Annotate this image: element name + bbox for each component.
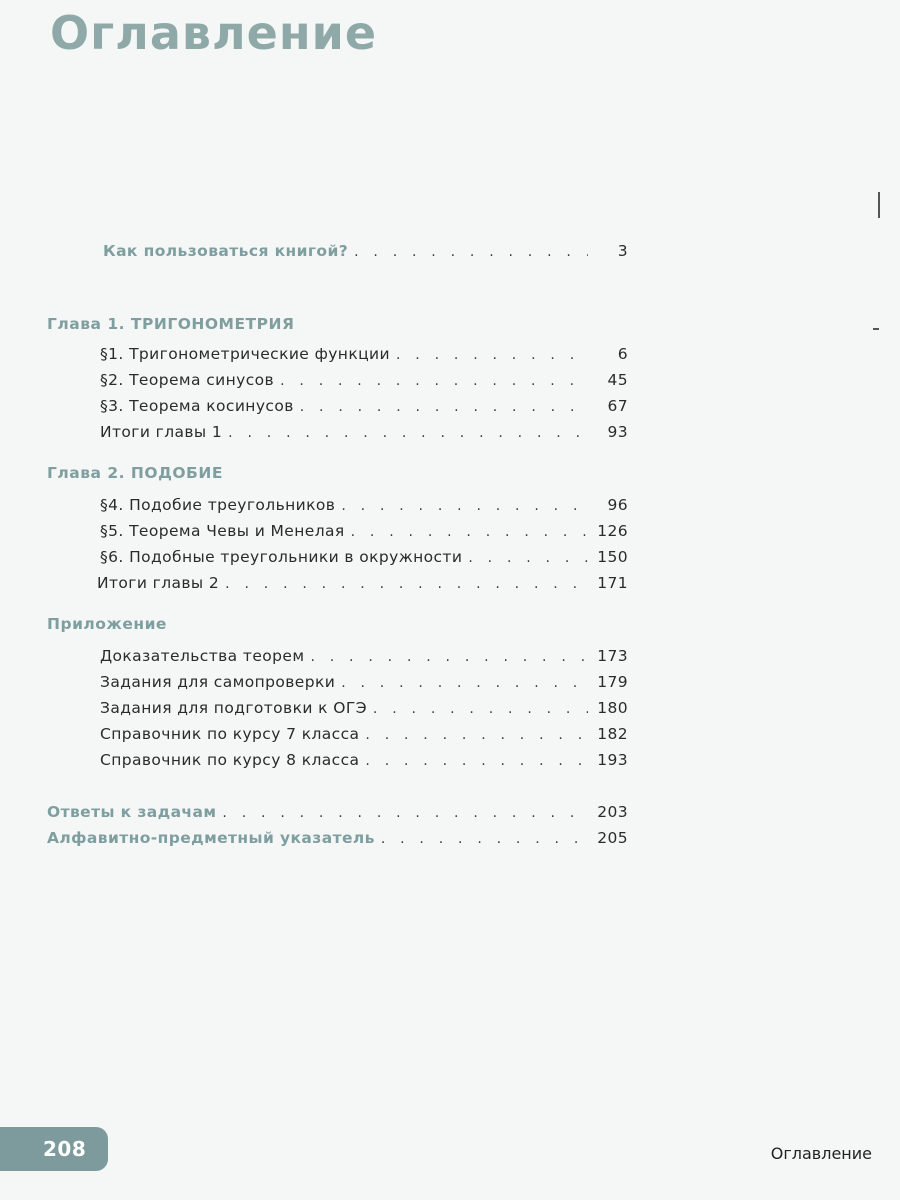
leader-dots <box>341 498 588 514</box>
toc-entry-appendix-3[interactable] <box>100 699 628 717</box>
toc-entry-page: 45 <box>607 371 628 389</box>
leader-dots <box>280 373 588 389</box>
toc-entry-label: §4. Подобие треугольников <box>100 496 336 514</box>
appendix-heading[interactable]: Приложение <box>47 615 167 633</box>
toc-entry-page: 179 <box>597 673 628 691</box>
toc-entry-summary-1[interactable] <box>100 423 628 441</box>
toc-entry-label: Итоги главы 2 <box>97 574 220 592</box>
toc-entry-label: Доказательства теорем <box>100 647 305 665</box>
toc-entry-label: §1. Тригонометрические функции <box>100 345 390 363</box>
toc-entry-intro[interactable] <box>103 242 628 260</box>
leader-dots <box>468 550 588 566</box>
toc-entry-label: Справочник по курсу 8 класса <box>100 751 360 769</box>
leader-dots <box>225 576 588 592</box>
running-footer-title: Оглавление <box>770 1144 872 1163</box>
toc-entry-appendix-4[interactable] <box>100 725 628 743</box>
toc-entry-page: 6 <box>617 345 628 363</box>
toc-entry-section-4[interactable] <box>100 496 628 514</box>
leader-dots <box>300 399 588 415</box>
leader-dots <box>310 649 588 665</box>
toc-entry-label: Ответы к задачам <box>47 803 217 821</box>
toc-entry-summary-2[interactable] <box>97 574 628 592</box>
toc-entry-label: Как пользоваться книгой? <box>103 242 349 260</box>
toc-entry-label: Справочник по курсу 7 класса <box>100 725 360 743</box>
toc-entry-label: §6. Подобные треугольники в окружности <box>100 548 463 566</box>
scan-mark <box>878 192 880 218</box>
leader-dots <box>222 805 588 821</box>
toc-entry-label: Итоги главы 1 <box>100 423 223 441</box>
toc-entry-section-5[interactable] <box>100 522 628 540</box>
toc-entry-page: 93 <box>607 423 628 441</box>
leader-dots <box>373 701 588 717</box>
page-number-badge <box>0 1127 108 1171</box>
leader-dots <box>354 244 588 260</box>
toc-entry-page: 3 <box>617 242 628 260</box>
chapter-heading-2[interactable]: Глава 2. ПОДОБИЕ <box>47 464 223 482</box>
toc-entry-label: §2. Теорема синусов <box>100 371 275 389</box>
chapter-heading-1[interactable]: Глава 1. ТРИГОНОМЕТРИЯ <box>47 315 295 333</box>
toc-entry-appendix-2[interactable] <box>100 673 628 691</box>
leader-dots <box>365 727 588 743</box>
toc-entry-section-2[interactable] <box>100 371 628 389</box>
toc-entry-label: Алфавитно-предметный указатель <box>47 829 375 847</box>
scan-mark <box>873 328 879 330</box>
toc-entry-label: §3. Теорема косинусов <box>100 397 294 415</box>
leader-dots <box>396 347 588 363</box>
toc-entry-page: 126 <box>597 522 628 540</box>
toc-entry-page: 67 <box>607 397 628 415</box>
toc-entry-page: 96 <box>607 496 628 514</box>
toc-entry-appendix-1[interactable] <box>100 647 628 665</box>
toc-entry-page: 171 <box>597 574 628 592</box>
toc-entry-page: 203 <box>597 803 628 821</box>
leader-dots <box>351 524 588 540</box>
toc-entry-label: Задания для самопроверки <box>100 673 336 691</box>
toc-entry-page: 150 <box>597 548 628 566</box>
leader-dots <box>228 425 588 441</box>
leader-dots <box>365 753 588 769</box>
toc-entry-label: §5. Теорема Чевы и Менелая <box>100 522 345 540</box>
toc-entry-page: 205 <box>597 829 628 847</box>
leader-dots <box>381 831 588 847</box>
toc-entry-appendix-5[interactable] <box>100 751 628 769</box>
toc-entry-page: 193 <box>597 751 628 769</box>
toc-entry-answers[interactable] <box>47 803 628 821</box>
toc-entry-label: Задания для подготовки к ОГЭ <box>100 699 367 717</box>
leader-dots <box>341 675 588 691</box>
toc-entry-section-1[interactable] <box>100 345 628 363</box>
page-title: Оглавление <box>50 6 378 60</box>
toc-entry-page: 173 <box>597 647 628 665</box>
toc-entry-page: 180 <box>597 699 628 717</box>
toc-entry-section-3[interactable] <box>100 397 628 415</box>
page-number: 208 <box>43 1137 87 1161</box>
toc-entry-page: 182 <box>597 725 628 743</box>
toc-entry-section-6[interactable] <box>100 548 628 566</box>
toc-entry-index[interactable] <box>47 829 628 847</box>
